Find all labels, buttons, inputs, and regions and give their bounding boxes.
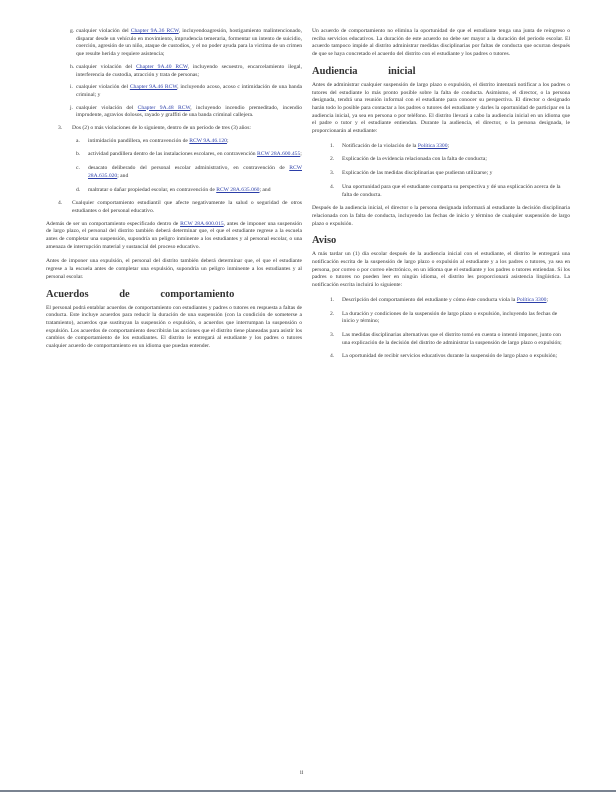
- list-item-g: g. cualquier violación del Chapter 9A.36 RCW, incluyendoagresión, hostigamiento malintencionado, disparar desde un vehículo en movimiento, imprudencia temeraria, formentar un intento de suicidio, coerción, agresión de un niño, ataque de custodios, y el no poder ayuda para la victima de un crimen que resulte herida y requiere asistencia;: [70, 28, 303, 58]
- policy-link[interactable]: Política 3300: [417, 142, 448, 149]
- list-item-h: h. cualquier violación del Chapter 9A.40 RCW, incluyendo secuestro, encarcelamiento ilegal, interferencia de custodia, atracción y trata de personas;: [70, 63, 303, 78]
- heading-aviso: Aviso: [312, 235, 337, 247]
- list-item: 3. Las medidas disciplinarias alternativas que el distrito tomó en cuenta o intentó imponer, junto con una explicación de la decisión del distrito de administrar la suspensión de largo plazo o expulsión;: [330, 331, 562, 346]
- list-item-4: 4. Cualquier comportamiento estudiantil que afecte negativamente la salud o seguridad de otros estudiantes o del personal educativo.: [58, 200, 302, 214]
- rcw-link[interactable]: RCW 28A.635.060: [216, 186, 260, 193]
- notice-list: [312, 297, 570, 361]
- left-column: [46, 28, 302, 358]
- list-item-c: c. desacato deliberado del personal escolar administrativo, en contravención de RCW 28A.635.020; and: [76, 165, 302, 179]
- hearing-list: [312, 143, 570, 200]
- rcw-link[interactable]: Chapter 9A.48 RCW: [137, 104, 191, 111]
- list-item-j: j. cualquier violación del Chapter 9A.48 RCW, incluyendo incendio premeditado, incendio imprudente, agravios dolosos, rayado y graffiti de una banda criminal callejera.: [70, 104, 302, 119]
- paragraph-expulsion: Antes de imponer una expulsión, el personal del distrito también deberá determinar que, el que el estudiante regrese a la escuela antes de completar una expulsión, supondría un peligro inminente a los estudiantes y al personal escolar.: [46, 258, 302, 280]
- list-item-d: d. maltratar o dañar propiedad escolar, en contravención de RCW 28A.635.060; and: [76, 186, 271, 193]
- paragraph-after-hearing: Después de la audiencia inicial, el director o la persona designada informará al estudiante la decisión disciplinaria relacionada con la falta de conducta, incluyendo las fechas de inicio y término de cualquier suspensión de largo plazo o expulsión.: [312, 205, 570, 227]
- footer-rule: [0, 790, 616, 792]
- list-item: 1. Descripción del comportamiento del estudiante y cómo éste conducta viola la Política 3300;: [330, 296, 548, 303]
- rcw-link[interactable]: RCW 28A.600.015: [180, 220, 224, 227]
- rcw-link[interactable]: Chapter 9A.36 RCW: [130, 28, 179, 34]
- list-item: 3. Explicación de las medidas disciplinarias que pudieran utilizarse; y: [330, 170, 493, 177]
- paragraph-agreement: Un acuerdo de comportamiento no elimina la oportunidad de que el estudiante tenga una junta de reingreso o reciba servicios educativos. La duración de este acuerdo no debe ser mayor a la duración del periodo escolar. El acuerdo tampoco impide al distrito administrar medidas disciplinarias por faltas de conducta que ocurran después de que se haya concretado el acuerdo del distrito con el estudiante y los padres o tutores.: [312, 28, 570, 58]
- page-number: ii: [300, 770, 304, 776]
- rcw-link[interactable]: RCW 28A.600.455: [257, 151, 301, 158]
- rcw-link[interactable]: Chapter 9A.40 RCW: [136, 63, 188, 70]
- list-item-a: a. intimidación pandillera, en contravención de RCW 9A.46.120;: [76, 137, 229, 144]
- list-item: 2. La duración y condiciones de la suspensión de largo plazo o expulsión, incluyendo las fechas de inicio y término;: [330, 310, 558, 325]
- paragraph-acuerdos: El personal podrá entablar acuerdos de comportamiento con estudiantes y padres o tutores en respuesta a faltas de conducta. Este incluye acuerdos para reducir la duración de una suspensión (con la condición de someterse a tratamiento), acuerdos que sustituyan la suspensión o expulsión, o acuerdos que interrumpan la suspensión o expulsión. Los acuerdos de comportamiento describirán las acciones que el distrito tiene planeadas para asistir los cambios de comportamiento de los estudiantes. El distrito le entregará al estudiante y los padres o tutores cualquier acuerdo de comportamiento en un idioma que puedan entender.: [46, 304, 302, 350]
- list-item: 4. La oportunidad de recibir servicios educativos durante la suspensión de largo plazo o expulsión;: [330, 353, 558, 360]
- rcw-link[interactable]: RCW 9A.46.120: [189, 137, 227, 144]
- list-item-b: b. actividad pandillera dentro de las instalaciones escolares, en contravención RCW 28A.600.455;: [76, 151, 302, 158]
- rcw-link[interactable]: RCW 28A.635.020: [88, 165, 302, 179]
- list-item-3: 3. Dos (2) o más violaciones de lo siguiente, dentro de un período de tres (3) años:: [58, 125, 251, 132]
- heading-acuerdos: Acuerdos de comportamiento: [46, 288, 235, 300]
- rcw-link[interactable]: Chapter 9A.46 RCW: [129, 84, 178, 91]
- list-item-i: i. cualquier violación del Chapter 9A.46 RCW, incluyendo acoso, acoso c intimidación de una banda criminal; y: [70, 84, 302, 98]
- policy-link[interactable]: Política 3300: [516, 296, 547, 303]
- paragraph-long-term-suspension: Además de ser un comportamiento especificado dentro de RCW 28A.600.015, antes de imponer una suspensión de largo plazo, el personal del distrito también deberá determinar que, el que el estudiante regrese a la escuela antes de completar una suspensión, supondría un peligro inminente a los estudiantes y al personal escolar, o una amenaza de interrupción material y sustancial del proceso educativo.: [46, 220, 302, 250]
- right-column: [312, 28, 570, 367]
- list-item: 2. Explicación de la evidencia relacionada con la falta de conducta;: [330, 156, 487, 163]
- paragraph-aviso: A más tardar un (1) día escolar después de la audiencia inicial con el estudiante, el distrito le entregará una notificación escrita de la suspensión de largo plazo o expulsión al estudiante y a los padres o tutores, ya sea en persona, por correo o por correo electrónico, en un idioma que el estudiante y los padres o tutores entiendan. Si los padres o tutores no pueden leer en ningún idioma, el distrito les proporcionará asistencia lingüística. La notificación escrita incluirá lo siguiente:: [312, 251, 570, 289]
- paragraph-audiencia: Antes de administrar cualquier suspensión de largo plazo o expulsión, el distrito intentará notificar a los padres o tutores del estudiante lo más pronto posible sobre la falta de conducta. Asimismo, el director, o la persona designada, tendrá una reunión informal con el estudiante para conocer su perspectiva. El director o designado harán todo lo posible para contactar a los padres o tutores del estudiante y darles la oportunidad de participar en la audiencia inicial, ya sea en persona o por teléfono. El distrito llevará a cabo la audiencia inicial en un idioma que el padre o tutor y el estudiante entiendan. Durante la audiencia, el director, o la persona designada, le proporcionarán al estudiante:: [312, 81, 570, 135]
- list-item: 4. Una oportunidad para que el estudiante comparta su perspectiva y dé una explicación acerca de la falta de conducta.: [330, 183, 561, 198]
- list-item: 1. Notificación de la violación de la Política 3300;: [330, 142, 450, 149]
- heading-audiencia: Audiencia inicial: [312, 65, 416, 77]
